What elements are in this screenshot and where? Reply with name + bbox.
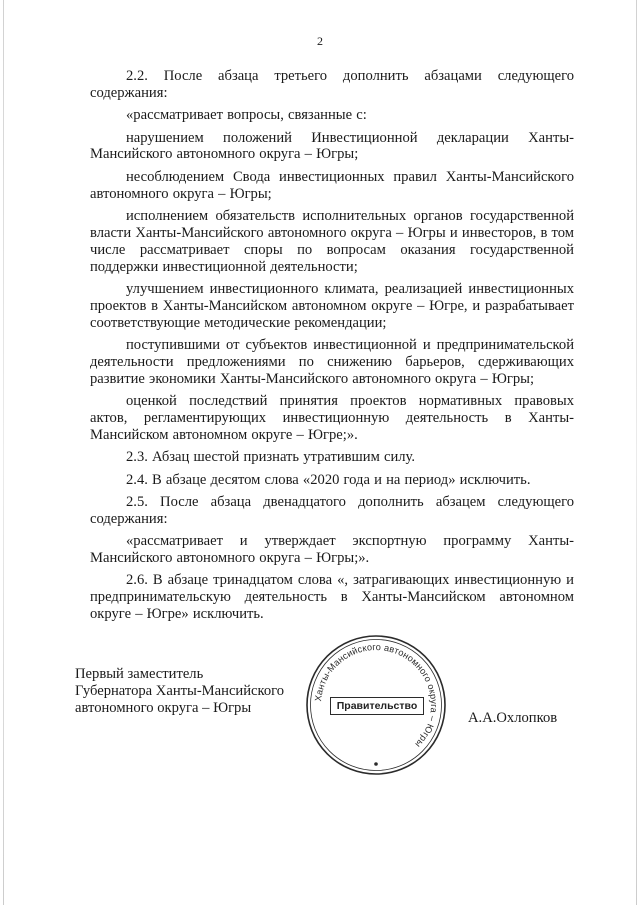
paragraph-2-6: 2.6. В абзаце тринадцатом слова «, затрагивающих инвестиционную и предпринимательскую деятельность в Ханты-Мансийском автономном округе – Югре» исключить. <box>90 572 574 623</box>
paragraph-item-proposals: поступившими от субъектов инвестиционной и предпринимательской деятельности предложениями по снижению барьеров, сдерживающих развитие экономики Ханты-Мансийского автономного округа – Югры; <box>90 337 574 387</box>
paragraph-item-rules: несоблюдением Свода инвестиционных правил Ханты-Мансийского автономного округа – Югры; <box>90 168 574 202</box>
signature-position-line: автономного округа – Югры <box>75 700 252 716</box>
paragraph-2-2: 2.2. После абзаца третьего дополнить абзацами следующего содержания: <box>90 68 574 101</box>
paragraph-item-assessment: оценкой последствий принятия проектов нормативных правовых актов, регламентирующих инвестиционную деятельность в Ханты-Мансийском автономном округе – Югре;». <box>90 393 574 443</box>
signer-name: А.А.Охлопков <box>468 710 558 726</box>
paragraph-2-5: 2.5. После абзаца двенадцатого дополнить абзацем следующего содержания: <box>90 493 574 527</box>
document-body <box>90 68 574 628</box>
paragraph-2-3: 2.3. Абзац шестой признать утратившим силу. <box>126 449 416 466</box>
paragraph-item-obligations: исполнением обязательств исполнительных органов государственной власти Ханты-Мансийского автономного округа – Югры и инвесторов, в том числе рассматривает споры по вопросам оказания государственной поддержки инвестиционной деятельности; <box>90 207 574 275</box>
signature-position-line: Первый заместитель <box>75 666 204 682</box>
page-number: 2 <box>317 34 323 48</box>
seal-center-label: Правительство <box>330 697 424 715</box>
paragraph-intro-quote: «рассматривает вопросы, связанные с: <box>126 107 367 124</box>
signature-position <box>75 666 335 717</box>
paragraph-item-declaration: нарушением положений Инвестиционной декларации Ханты-Мансийского автономного округа – Югры; <box>90 129 574 163</box>
paragraph-2-4: 2.4. В абзаце десятом слова «2020 года и на период» исключить. <box>126 471 531 488</box>
scan-edge-right <box>636 0 637 905</box>
paragraph-item-climate: улучшением инвестиционного климата, реализацией инвестиционных проектов в Ханты-Мансийском автономном округе – Югре, и разрабатывает соответствующие методические рекомендации; <box>90 280 574 331</box>
seal-star-dot <box>374 762 378 766</box>
scan-edge-left <box>3 0 4 905</box>
government-seal <box>304 633 448 777</box>
signature-position-line: Губернатора Ханты-Мансийского <box>75 683 285 699</box>
paragraph-export-program: «рассматривает и утверждает экспортную программу Ханты-Мансийского автономного округа – Югры;». <box>90 533 574 566</box>
seal-ring-text: Ханты-Мансийского автономного округа – Югры <box>313 641 440 750</box>
